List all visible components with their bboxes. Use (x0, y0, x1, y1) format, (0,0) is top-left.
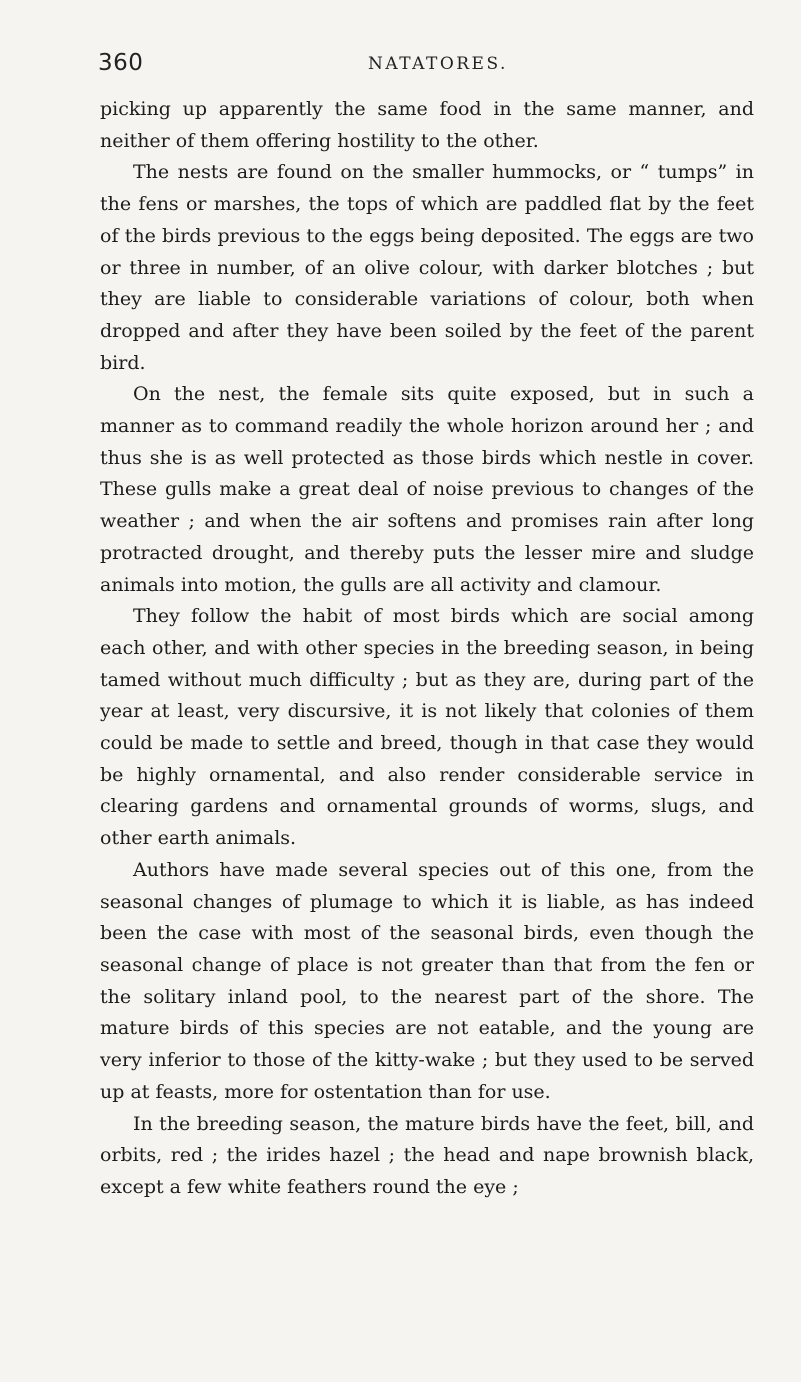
paragraph-female-on-nest: On the nest, the female sits quite exposed, but in such a manner as to command readily the whole horizon around her ; and thus she is as well protected as those birds which nestle in cover. These gulls make a great deal of noise previous to changes of the weather ; and when the air softens and promises rain after long protracted drought, and thereby puts the lesser mire and sludge animals into motion, the gulls are all activity and clamour. (100, 383, 754, 596)
paragraph-continued: picking up apparently the same food in the same manner, and neither of them offering hostility to the other. (100, 98, 754, 152)
paragraph-nests: The nests are found on the smaller hummocks, or “ tumps” in the fens or marshes, the tops of which are paddled flat by the feet of the birds previous to the eggs being deposited. The eggs are two or three in number, of an olive colour, with darker blotches ; but they are liable to considerable variations of colour, both when dropped and after they have been soiled by the feet of the parent bird. (100, 161, 754, 374)
paragraph-social-habits: They follow the habit of most birds which are social among each other, and with other species in the breeding season, in being tamed without much difficulty ; but as they are, during part of the year at least, very discursive, it is not likely that colonies of them could be made to settle and breed, though in that case they would be highly ornamental, and also render considerable service in clearing gardens and ornamental grounds of worms, slugs, and other earth animals. (100, 605, 754, 850)
body-text (100, 94, 754, 1204)
paragraph-breeding-plumage: In the breeding season, the mature birds have the feet, bill, and orbits, red ; the irides hazel ; the head and nape brownish black, except a few white feathers round the eye ; (100, 1112, 754, 1198)
page-number: 360 (98, 50, 144, 76)
running-head (98, 50, 758, 82)
paragraph-species-authors: Authors have made several species out of this one, from the seasonal changes of plumage to which it is liable, as has indeed been the case with most of the seasonal birds, even though the seasonal change of place is not greater than that from the fen or the solitary inland pool, to the nearest part of the shore. The mature birds of this species are not eatable, and the young are very inferior to those of the kitty-wake ; but they used to be served up at feasts, more for ostentation than for use. (100, 858, 754, 1103)
running-title: NATATORES. (368, 54, 508, 74)
